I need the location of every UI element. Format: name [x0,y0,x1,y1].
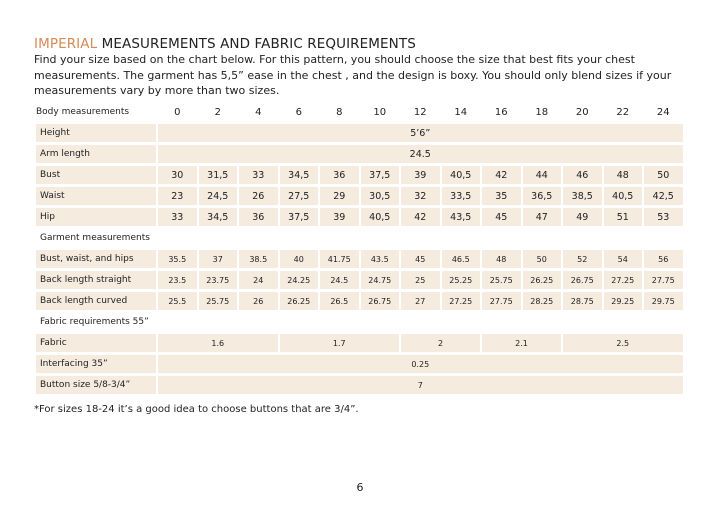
table-cell: 43,5 [442,208,481,226]
page-title [34,36,416,52]
table-cell: 7 [158,376,683,394]
table-cell: 40,5 [604,187,643,205]
table-cell: 56 [644,250,683,268]
table-cell: 50 [644,166,683,184]
table-cell: 53 [644,208,683,226]
table-cell: 46.5 [442,250,481,268]
fabric-row [36,334,683,352]
size-header-cell: 2 [214,106,221,118]
size-header-cell: 0 [174,106,181,118]
table-cell: 23.75 [199,271,238,289]
table-cell: 0.25 [158,355,683,373]
table-cell: 45 [482,208,521,226]
table-cell: 52 [563,250,602,268]
row-label: Back length curved [36,292,156,310]
table-cell: 28.75 [563,292,602,310]
row-label: Hip [36,208,156,226]
size-header-cell: 4 [255,106,262,118]
table-cell: 37 [199,250,238,268]
table-cell: 40,5 [361,208,400,226]
arm-length-row [36,145,683,163]
fabric-requirements-section [36,313,683,331]
table-cell: 32 [401,187,440,205]
back-length-straight-row [36,271,683,289]
table-cell: 42 [482,166,521,184]
table-cell: 27,5 [280,187,319,205]
section-label: Garment measurements [40,233,150,243]
table-cell: 51 [604,208,643,226]
size-header-cell: 10 [373,106,387,118]
table-cell: 47 [523,208,562,226]
table-cell: 24.5 [320,271,359,289]
table-cell: 26 [239,187,278,205]
table-cell: 2.5 [563,334,683,352]
table-cell: 30,5 [361,187,400,205]
table-cell: 26.5 [320,292,359,310]
table-cell: 27.75 [644,271,683,289]
bust-row [36,166,683,184]
table-cell: 2 [401,334,480,352]
body-measurements-header: Body measurements [36,107,130,117]
table-cell: 29 [320,187,359,205]
size-header-row [36,103,683,121]
table-cell: 38,5 [563,187,602,205]
table-cell: 2.1 [482,334,561,352]
interfacing-row [36,355,683,373]
table-cell: 45 [401,250,440,268]
table-cell: 46 [563,166,602,184]
footnote: *For sizes 18-24 it’s a good idea to choose buttons that are 3/4”. [34,404,359,415]
table-cell: 26.25 [280,292,319,310]
table-cell: 27.25 [442,292,481,310]
table-cell: 36,5 [523,187,562,205]
title-accent: IMPERIAL [34,36,98,52]
size-header-cell: 16 [494,106,508,118]
table-cell: 33 [158,208,197,226]
table-cell: 24 [239,271,278,289]
table-cell: 31,5 [199,166,238,184]
table-cell: 25.5 [158,292,197,310]
row-label: Button size 5/8-3/4” [36,376,156,394]
arm-length-value: 24.5 [158,145,683,163]
row-label: Fabric [36,334,156,352]
garment-measurements-section [36,229,683,247]
table-cell: 42,5 [644,187,683,205]
table-cell: 29.25 [604,292,643,310]
row-label: Waist [36,187,156,205]
table-cell: 27.25 [604,271,643,289]
height-value: 5’6” [158,124,683,142]
table-cell: 35 [482,187,521,205]
table-cell: 30 [158,166,197,184]
size-header-cell: 14 [454,106,468,118]
size-header-cell: 6 [295,106,302,118]
table-cell: 24.25 [280,271,319,289]
row-label: Interfacing 35” [36,355,156,373]
row-label: Bust, waist, and hips [36,250,156,268]
button-size-row [36,376,683,394]
hip-row [36,208,683,226]
table-cell: 23 [158,187,197,205]
title-rest: MEASUREMENTS AND FABRIC REQUIREMENTS [97,36,416,52]
table-cell: 25 [401,271,440,289]
table-cell: 39 [401,166,440,184]
table-cell: 36 [239,208,278,226]
table-cell: 25.75 [482,271,521,289]
table-cell: 33,5 [442,187,481,205]
table-cell: 44 [523,166,562,184]
table-cell: 38.5 [239,250,278,268]
table-cell: 48 [604,166,643,184]
table-cell: 34,5 [280,166,319,184]
intro-text: Find your size based on the chart below. For this pattern, you should choose the size that best fits your chest measurements. The garment has 5,5” ease in the chest , and the design is boxy. You should only blend sizes if your measurements vary by more than two sizes. [34,53,672,97]
table-cell: 25.25 [442,271,481,289]
size-header-cell: 22 [616,106,630,118]
table-cell: 50 [523,250,562,268]
row-label: Height [36,124,156,142]
table-cell: 24,5 [199,187,238,205]
table-cell: 54 [604,250,643,268]
table-cell: 26.25 [523,271,562,289]
table-cell: 26.75 [361,292,400,310]
page-number: 6 [356,481,364,494]
table-cell: 35.5 [158,250,197,268]
table-cell: 40,5 [442,166,481,184]
table-cell: 24.75 [361,271,400,289]
size-header-cell: 12 [413,106,427,118]
size-header-cell: 24 [656,106,670,118]
table-cell: 26.75 [563,271,602,289]
row-label: Back length straight [36,271,156,289]
table-cell: 26 [239,292,278,310]
table-cell: 40 [280,250,319,268]
table-cell: 37,5 [280,208,319,226]
size-chart-table [34,100,685,397]
size-header-cell: 18 [535,106,549,118]
table-cell: 43.5 [361,250,400,268]
size-header-cell: 20 [575,106,589,118]
back-length-curved-row [36,292,683,310]
size-header-cell: 8 [336,106,343,118]
table-cell: 33 [239,166,278,184]
table-cell: 48 [482,250,521,268]
table-cell: 28.25 [523,292,562,310]
table-cell: 36 [320,166,359,184]
table-cell: 29.75 [644,292,683,310]
table-cell: 27 [401,292,440,310]
bust-waist-hips-row [36,250,683,268]
table-cell: 23.5 [158,271,197,289]
table-cell: 1.6 [158,334,278,352]
table-cell: 42 [401,208,440,226]
table-cell: 41.75 [320,250,359,268]
waist-row [36,187,683,205]
table-cell: 34,5 [199,208,238,226]
table-cell: 25.75 [199,292,238,310]
table-cell: 49 [563,208,602,226]
table-cell: 27.75 [482,292,521,310]
row-label: Arm length [36,145,156,163]
table-cell: 37,5 [361,166,400,184]
row-label: Bust [36,166,156,184]
section-label: Fabric requirements 55” [40,317,149,327]
table-cell: 39 [320,208,359,226]
table-cell: 1.7 [280,334,400,352]
height-row [36,124,683,142]
